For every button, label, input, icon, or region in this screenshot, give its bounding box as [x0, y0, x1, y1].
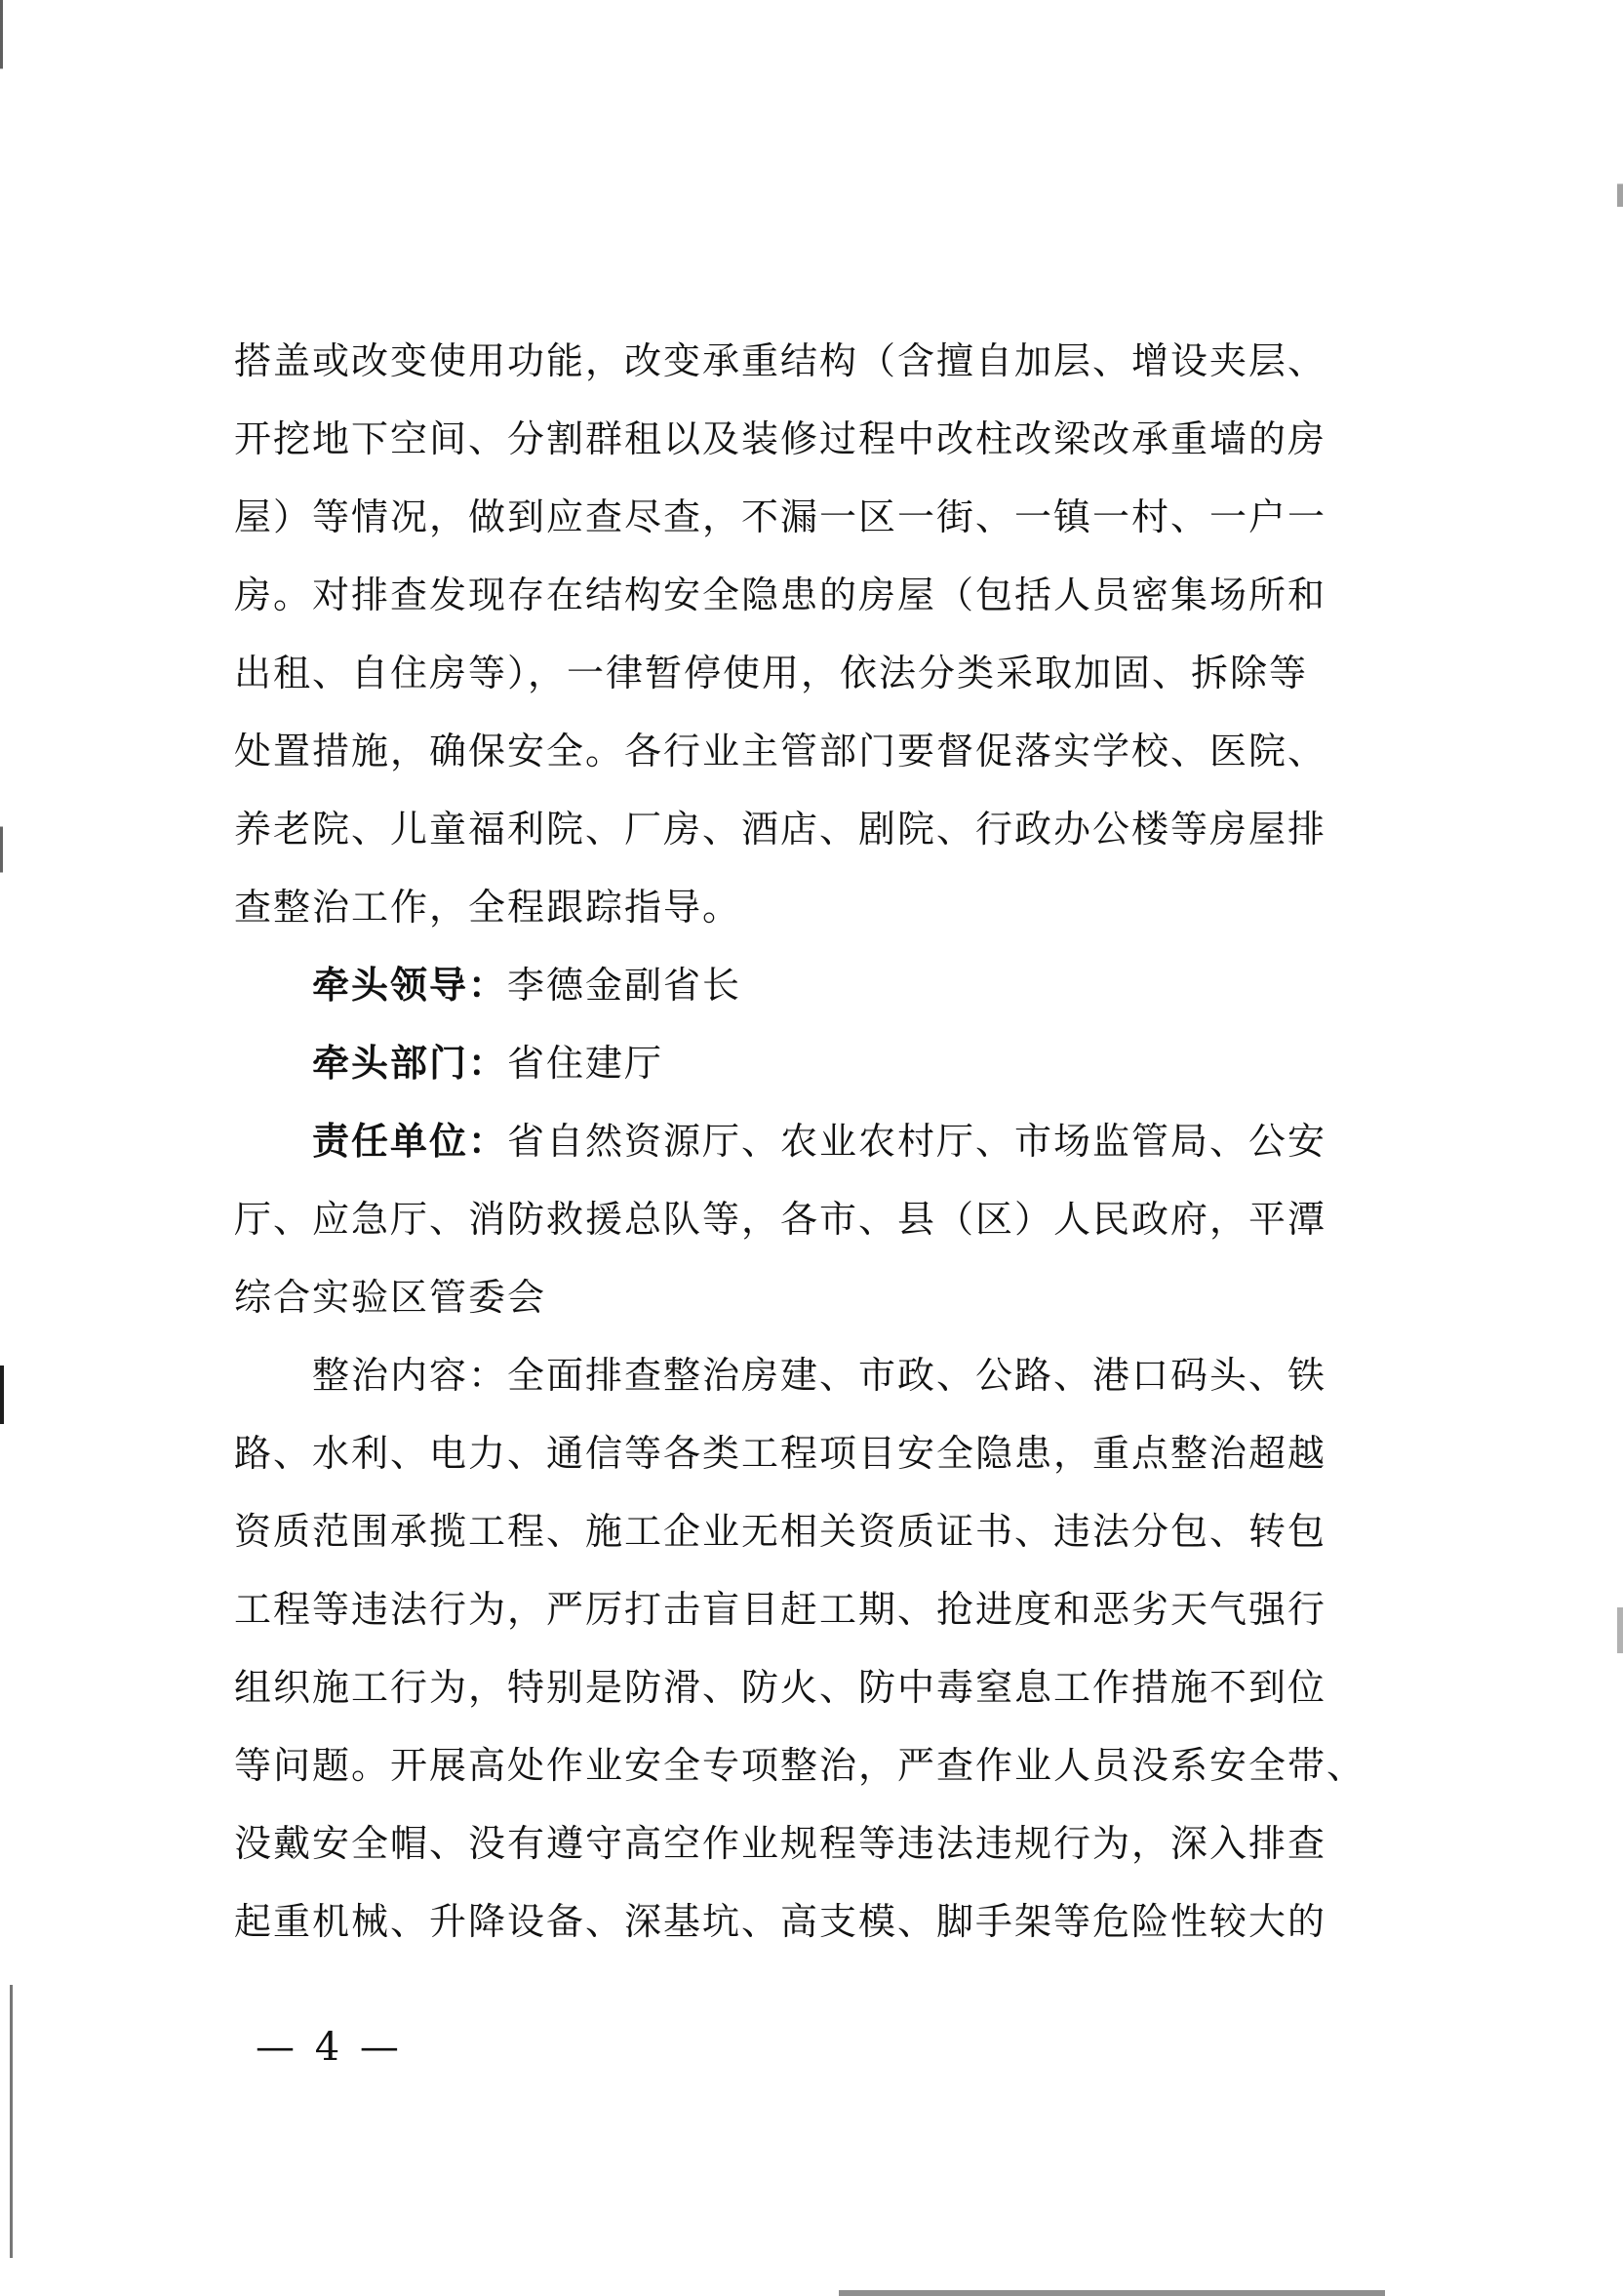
rectify-label: 整治内容：: [312, 1354, 508, 1397]
body-line: 养老院、儿童福利院、厂房、酒店、剧院、行政办公楼等房屋排: [234, 808, 1327, 851]
responsible-line: 综合实验区管委会: [234, 1276, 547, 1319]
rectify-line: 资质范围承揽工程、施工企业无相关资质证书、违法分包、转包: [234, 1510, 1327, 1553]
responsible-line: 厅、应急厅、消防救援总队等，各市、县（区）人民政府，平潭: [234, 1198, 1327, 1241]
lead-dept-value: 省住建厅: [507, 1042, 664, 1085]
lead-dept-line: [234, 1024, 1385, 1102]
rectify-line: 路、水利、电力、通信等各类工程项目安全隐患，重点整治超越: [234, 1432, 1327, 1475]
body-line: 出租、自住房等），一律暂停使用，依法分类采取加固、拆除等: [234, 652, 1309, 694]
rectify-line: 工程等违法行为，严厉打击盲目赶工期、抢进度和恶劣天气强行: [234, 1588, 1327, 1631]
document-body: [234, 322, 1385, 1960]
responsible-line: [234, 1102, 1385, 1180]
rectify-line: 起重机械、升降设备、深基坑、高支模、脚手架等危险性较大的: [234, 1900, 1327, 1943]
page-number: — 4 —: [256, 2025, 403, 2070]
scan-edge-left: [0, 0, 3, 2296]
scan-mark: [10, 1985, 13, 2258]
body-line: 查整治工作，全程跟踪指导。: [234, 886, 742, 929]
lead-dept-label: 牵头部门：: [312, 1041, 508, 1085]
responsible-value: 省自然资源厅、农业农村厅、市场监管局、公安: [507, 1120, 1327, 1163]
rectify-line: [234, 1336, 1385, 1414]
responsible-label: 责任单位：: [312, 1119, 508, 1163]
body-line: 搭盖或改变使用功能，改变承重结构（含擅自加层、增设夹层、: [234, 339, 1327, 382]
body-line: 开挖地下空间、分割群租以及装修过程中改柱改梁改承重墙的房: [234, 417, 1327, 460]
scan-edge-right: [1617, 0, 1623, 2296]
rectify-line: 等问题。开展高处作业安全专项整治，严查作业人员没系安全带、: [234, 1744, 1366, 1787]
lead-leader-value: 李德金副省长: [507, 964, 742, 1007]
rectify-line: 没戴安全帽、没有遵守高空作业规程等违法违规行为，深入排查: [234, 1822, 1327, 1865]
body-line: 房。对排查发现存在结构安全隐患的房屋（包括人员密集场所和: [234, 574, 1327, 616]
lead-leader-label: 牵头领导：: [312, 963, 508, 1007]
rectify-value: 全面排查整治房建、市政、公路、港口码头、铁: [507, 1354, 1327, 1397]
lead-leader-line: [234, 946, 1385, 1024]
scan-mark: [839, 2290, 1385, 2296]
body-line: 屋）等情况，做到应查尽查，不漏一区一街、一镇一村、一户一: [234, 495, 1327, 538]
scan-mark: [0, 1366, 4, 1424]
rectify-line: 组织施工行为，特别是防滑、防火、防中毒窒息工作措施不到位: [234, 1666, 1327, 1709]
body-line: 处置措施，确保安全。各行业主管部门要督促落实学校、医院、: [234, 730, 1327, 772]
